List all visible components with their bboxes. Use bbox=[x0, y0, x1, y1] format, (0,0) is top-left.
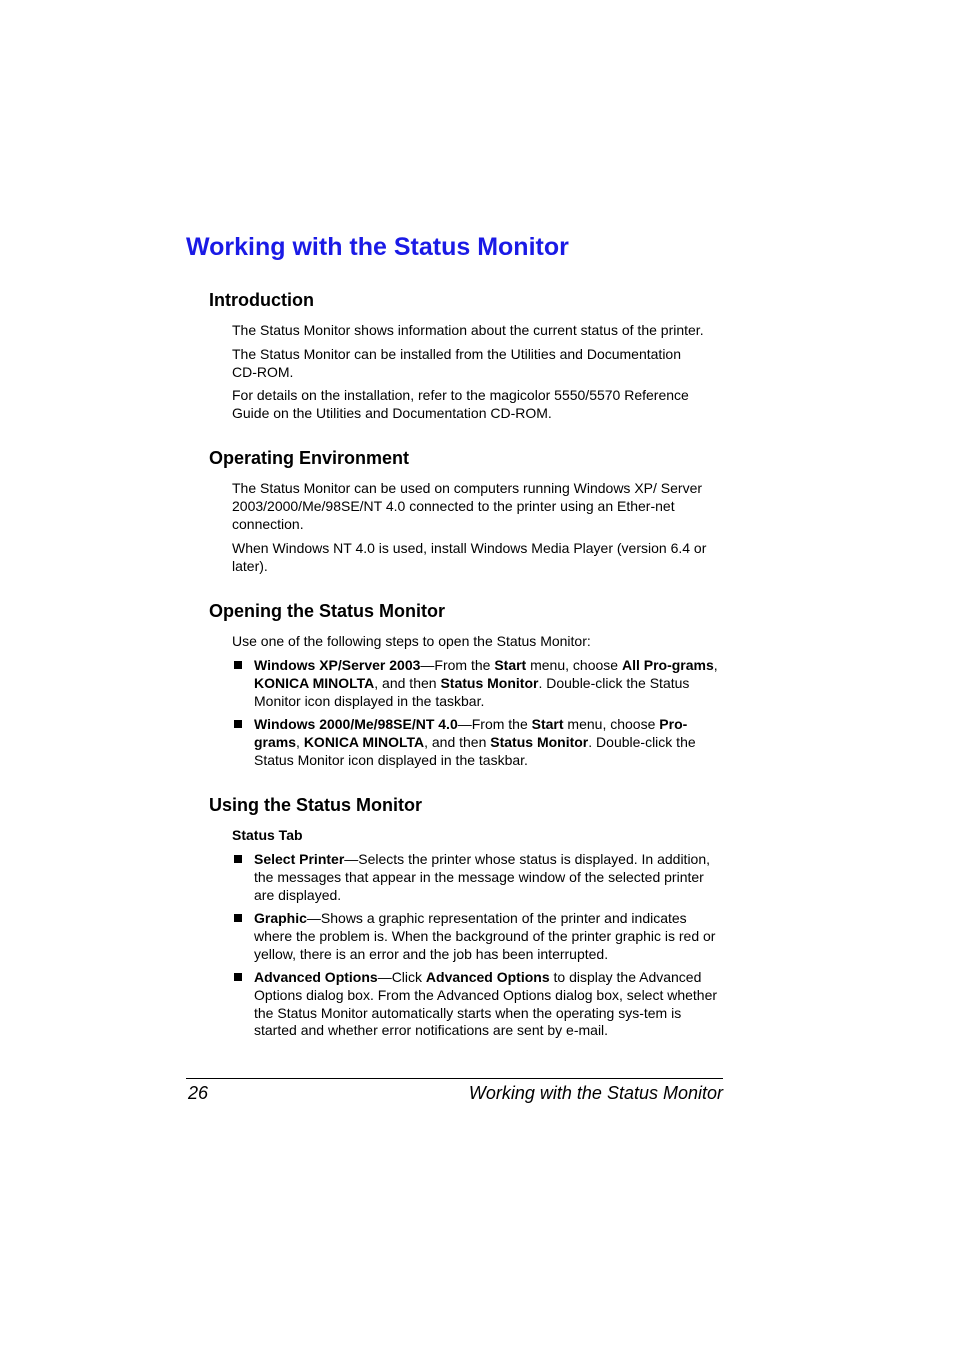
environment-paragraph-2: When Windows NT 4.0 is used, install Windows Media Player (version 6.4 or later). bbox=[232, 540, 707, 574]
section-heading-introduction: Introduction bbox=[209, 290, 314, 310]
bullet-text: Select Printer—Selects the printer whose status is displayed. In addition, the messages that appear in the message window of the selected printer are displayed. bbox=[254, 851, 711, 903]
environment-paragraph-1: The Status Monitor can be used on computers running Windows XP/ Server 2003/2000/Me/98SE/NT 4.0 connected to the printer using an Ether-net connection. bbox=[232, 480, 703, 532]
bullet-square-icon bbox=[234, 914, 242, 922]
opening-bullet-2000 bbox=[232, 716, 724, 769]
intro-paragraph-1: The Status Monitor shows information about the current status of the printer. bbox=[232, 322, 704, 338]
subheading-status-tab: Status Tab bbox=[232, 827, 303, 843]
section-heading-opening: Opening the Status Monitor bbox=[209, 601, 445, 621]
section-heading-using: Using the Status Monitor bbox=[209, 795, 422, 815]
section-heading-operating-environment: Operating Environment bbox=[209, 448, 410, 468]
using-bullet-graphic bbox=[232, 910, 724, 963]
bullet-text: Advanced Options—Click Advanced Options to display the Advanced Options dialog box. From the Advanced Options dialog box, select whether the Status Monitor automatically starts when the operating sys-tem is started and whether error notifications are sent by e-mail. bbox=[254, 969, 718, 1039]
bullet-square-icon bbox=[234, 973, 242, 981]
footer-page-number: 26 bbox=[188, 1083, 209, 1103]
footer-rule bbox=[186, 1078, 723, 1079]
footer-running-title: Working with the Status Monitor bbox=[468, 1083, 723, 1103]
bullet-square-icon bbox=[234, 720, 242, 728]
chapter-title: Working with the Status Monitor bbox=[186, 233, 569, 261]
intro-paragraph-2: The Status Monitor can be installed from the Utilities and Documentation CD-ROM. bbox=[232, 346, 682, 380]
using-bullet-select-printer bbox=[232, 851, 724, 904]
bullet-text: Windows 2000/Me/98SE/NT 4.0—From the Start menu, choose Pro-grams, KONICA MINOLTA, and then Status Monitor. Double-click the Status Monitor icon displayed in the taskbar. bbox=[254, 716, 696, 768]
opening-bullet-xp bbox=[232, 657, 724, 710]
bullet-text: Windows XP/Server 2003—From the Start menu, choose All Pro-grams, KONICA MINOLTA, and then Status Monitor. Double-click the Status Monitor icon displayed in the taskbar. bbox=[254, 657, 718, 709]
using-bullet-advanced-options bbox=[232, 969, 724, 1040]
opening-intro-paragraph: Use one of the following steps to open the Status Monitor: bbox=[232, 633, 591, 649]
bullet-square-icon bbox=[234, 855, 242, 863]
intro-paragraph-3: For details on the installation, refer to the magicolor 5550/5570 Reference Guide on the Utilities and Documentation CD-ROM. bbox=[232, 387, 689, 421]
bullet-text: Graphic—Shows a graphic representation of the printer and indicates where the problem is. When the background of the printer graphic is red or yellow, there is an error and the job has been interrupted. bbox=[254, 910, 716, 962]
bullet-square-icon bbox=[234, 661, 242, 669]
